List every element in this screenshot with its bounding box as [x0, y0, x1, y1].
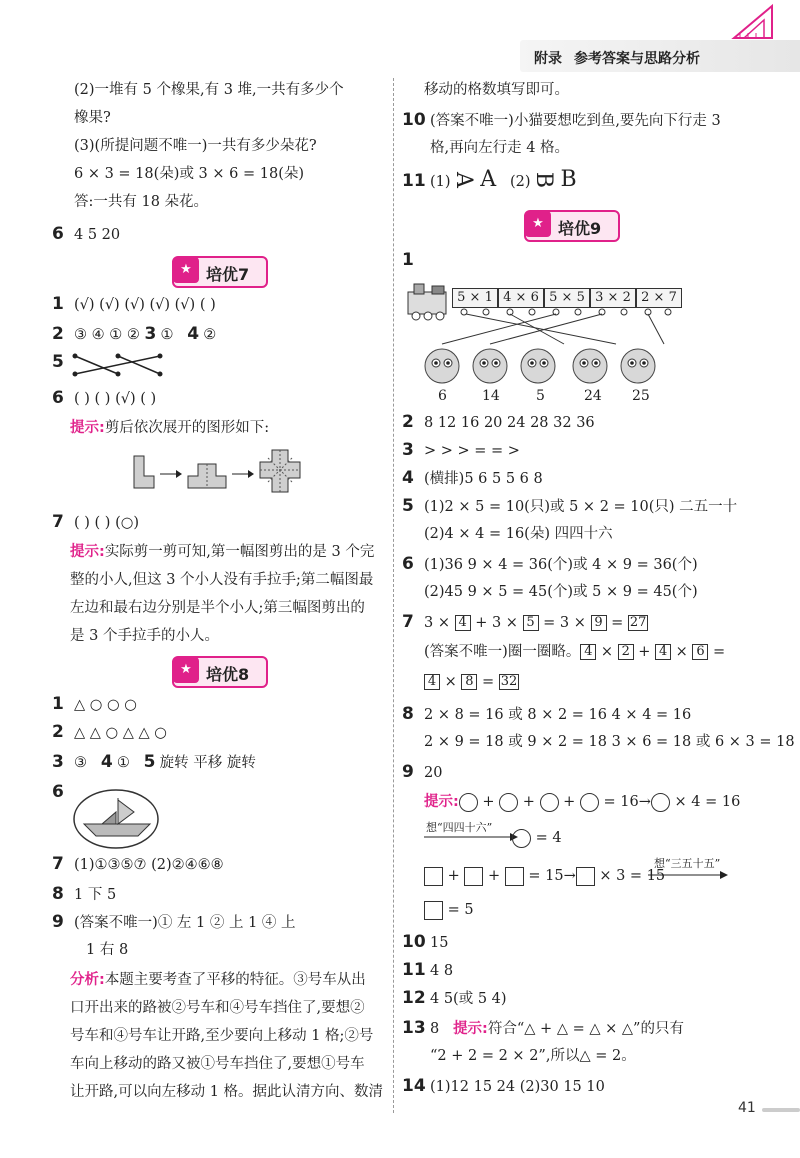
train-car: 4 × 6 — [498, 288, 544, 308]
animal-number: 5 — [536, 388, 545, 404]
section-peiyou8 — [172, 656, 268, 688]
answer-4: 4 (横排)5 6 5 5 6 8 — [402, 468, 543, 488]
text-line: 答:一共有 18 朵花。 — [74, 194, 209, 210]
answer-6: 6 — [52, 782, 64, 802]
train-cars — [452, 288, 682, 308]
train-car: 5 × 1 — [452, 288, 498, 308]
star-icon: ★ — [173, 257, 199, 283]
text-line: (2)4 × 4 = 16(朵) 四四十六 — [424, 526, 613, 542]
page-number: 41 — [738, 1100, 756, 1116]
square-shape — [464, 867, 483, 886]
answer-6b: 6 ( ) ( ) (√) ( ) — [52, 388, 157, 408]
hint-line: 车向上移动的路又被①号车挡住了,要想①号车 — [70, 1056, 365, 1072]
text-line: = 5 — [424, 900, 474, 920]
boat-figure — [72, 788, 162, 850]
rotated-b-glyph: B — [531, 171, 557, 189]
answer-9-line2: 1 右 8 — [86, 942, 129, 958]
circle-shape — [540, 793, 559, 812]
square-shape — [505, 867, 524, 886]
train-car: 2 × 7 — [636, 288, 682, 308]
hint-line: 让开路,可以向左移动 1 格。据此认清方向、数清 — [70, 1084, 384, 1100]
circle-shape — [459, 793, 478, 812]
section-peiyou9 — [524, 210, 620, 242]
answer-13: 13 8 提示:符合“△ + △ = △ × △”的只有 — [402, 1018, 684, 1038]
train-car: 3 × 2 — [590, 288, 636, 308]
hint-line: 提示: + + + = 16→ × 4 = 16 — [424, 794, 741, 810]
text-line: + + = 15→ × 3 = 15 — [424, 866, 665, 886]
train-car: 5 × 5 — [544, 288, 590, 308]
section-title: 培优7 — [206, 265, 250, 284]
arrow-icon — [424, 832, 520, 842]
section-title: 培优8 — [206, 665, 250, 684]
star-icon: ★ — [173, 657, 199, 683]
text-line: 格,再向左行走 4 格。 — [430, 140, 570, 156]
header-title — [534, 48, 712, 68]
answer-11: 11 (1) A A (2) B B — [402, 167, 577, 192]
circle-shape — [499, 793, 518, 812]
text-line: (2)45 9 × 5 = 45(个)或 5 × 9 = 45(个) — [424, 584, 698, 600]
text-line: 移动的格数填写即可。 — [424, 82, 569, 98]
page-number-bar — [762, 1108, 800, 1112]
hint-line: 提示:实际剪一剪可知,第一幅图剪出的是 3 个完 — [70, 544, 375, 560]
text-line: (3)(所提问题不唯一)一共有多少朵花? — [74, 138, 317, 154]
square-shape — [424, 901, 443, 920]
answer-10: 10 (答案不唯一)小猫要想吃到鱼,要先向下行走 3 — [402, 110, 721, 130]
triangle-shape: △ — [589, 1021, 601, 1037]
answer-14: 14 (1)12 15 24 (2)30 15 10 — [402, 1076, 605, 1096]
ruler-triangle-icon — [730, 2, 780, 42]
triangle-shape: △ — [621, 1021, 634, 1037]
answer-3: 3 ③ 4 ① 5 旋转 平移 旋转 — [52, 752, 256, 772]
animal-number-row — [406, 388, 696, 408]
circle-shape — [580, 793, 599, 812]
section-peiyou7 — [172, 256, 268, 288]
answer-7: 7 (1)①③⑤⑦ (2)②④⑥⑧ — [52, 854, 224, 874]
answer-2: 2 8 12 16 20 24 28 32 36 — [402, 412, 595, 432]
triangle-shape: △ — [556, 1021, 568, 1037]
arrow-icon — [648, 870, 730, 880]
text-line: 6 × 3 = 18(朵)或 3 × 6 = 18(朵) — [74, 166, 305, 182]
think-label: 想“四四十六” — [426, 821, 493, 834]
cross-lines-figure — [72, 352, 164, 378]
answer-12: 12 4 5(或 5 4) — [402, 988, 507, 1008]
header-subtitle: 参考答案与思路分析 — [574, 51, 700, 67]
hint-line: 分析:本题主要考查了平移的特征。③号车从出 — [70, 972, 366, 988]
hint-line: 左边和最右边分别是半个小人;第三幅图剪出的 — [70, 600, 365, 616]
answer-1: 1 △ ○ ○ ○ — [52, 694, 137, 714]
answer-7: 7 3 × 4 + 3 × 5 = 3 × 9 = 27 — [402, 612, 647, 632]
star-icon: ★ — [525, 211, 551, 237]
answer-6: 6 4 5 20 — [52, 224, 121, 244]
animal-number: 14 — [482, 388, 500, 404]
text-line: (2)一堆有 5 个橡果,有 3 堆,一共有多少个 — [74, 82, 344, 98]
column-divider — [393, 78, 394, 1113]
circle-shape — [651, 793, 670, 812]
hint-line: 提示:剪后依次展开的图形如下: — [70, 420, 270, 436]
flipped-a-glyph: A — [451, 172, 477, 188]
think-label: 想“三五十五” — [654, 857, 721, 870]
hint-line: 整的小人,但这 3 个小人没有手拉手;第二幅图最 — [70, 572, 374, 588]
answer-10: 10 15 — [402, 932, 449, 952]
answer-8: 8 2 × 8 = 16 或 8 × 2 = 16 4 × 4 = 16 — [402, 704, 692, 724]
text-line: 2 × 9 = 18 或 9 × 2 = 18 3 × 6 = 18 或 6 × 3 = 18 — [424, 734, 795, 750]
text-line: = 4 — [512, 828, 562, 848]
train-figure — [406, 280, 696, 410]
answer-11: 11 4 8 — [402, 960, 454, 980]
header-appendix: 附录 — [534, 51, 562, 67]
answer-6: 6 (1)36 9 × 4 = 36(个)或 4 × 9 = 36(个) — [402, 554, 698, 574]
triangle-shape: △ — [524, 1021, 536, 1037]
square-shape — [424, 867, 443, 886]
animal-faces — [416, 346, 686, 390]
hint-line: 是 3 个手拉手的小人。 — [70, 628, 219, 644]
answer-8: 8 1 下 5 — [52, 884, 117, 904]
section-title: 培优9 — [558, 219, 602, 238]
hint-line: 号车和④号车让开路,至少要向上移动 1 格;②号 — [70, 1028, 374, 1044]
text-line: 4 × 8 = 32 — [424, 672, 519, 692]
triangle-shape: △ — [579, 1048, 591, 1064]
answer-5: 5 — [52, 352, 64, 372]
answer-1: 1 — [402, 250, 414, 270]
answer-2: 2 △ △ ○ △ △ ○ — [52, 722, 167, 742]
square-shape — [576, 867, 595, 886]
answer-3: 3 > > > = = > — [402, 440, 520, 460]
hint-line: 口开出来的路被②号车和④号车挡住了,要想② — [70, 1000, 365, 1016]
animal-number: 6 — [438, 388, 447, 404]
answer-7: 7 ( ) ( ) (○) — [52, 512, 140, 532]
text-line: (答案不唯一)圈一圈略。 4 × 2 + 4 × 6 = — [424, 644, 726, 660]
text-line: “2 + 2 = 2 × 2”,所以△ = 2。 — [430, 1048, 636, 1064]
page-header — [520, 40, 800, 72]
animal-number: 25 — [632, 388, 650, 404]
answer-9: 9 (答案不唯一)① 左 1 ② 上 1 ④ 上 — [52, 912, 296, 932]
answer-9: 9 20 — [402, 762, 443, 782]
circle-shape — [512, 829, 531, 848]
answer-1: 1 (√) (√) (√) (√) (√) ( ) — [52, 294, 216, 314]
paper-cut-figure — [132, 448, 322, 498]
animal-number: 24 — [584, 388, 602, 404]
text-line: 橡果? — [74, 110, 111, 126]
answer-2: 2 ③ ④ ① ② 3 ① 4 ② — [52, 324, 217, 344]
answer-5: 5 (1)2 × 5 = 10(只)或 5 × 2 = 10(只) 二五一十 — [402, 496, 738, 516]
